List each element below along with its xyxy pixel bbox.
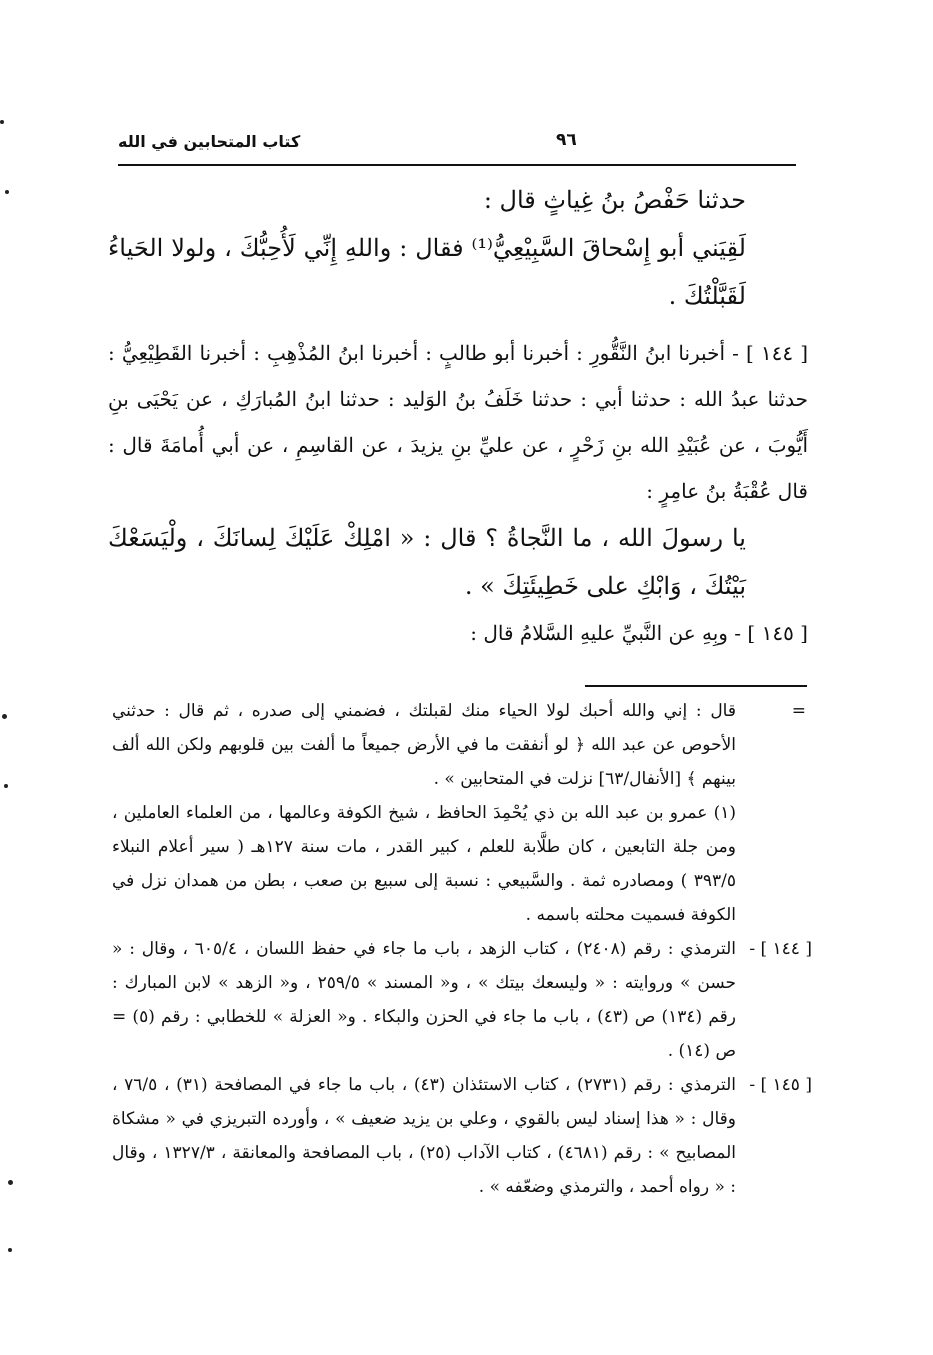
scan-speck xyxy=(8,1248,12,1252)
reference-145-text: الترمذي : رقم (٢٧٣١) ، كتاب الاستئذان (٤٣) ، باب ما جاء في المصافحة (٣١) ، ٧٦/٥ ، وقال : « هذا إسناد ليس بالقوي ، وعلي بن يزيد ضعيف » ، وأورده التبريزي في « مشكاة المصابيح » : رقم (٤٦٨١) ، كتاب الآداب (٢٥) ، باب المصافحة والمعانقة ، ١٣٢٧/٣ ، وقال : « رواه أحمد ، والترمذي وضعّفه » . xyxy=(112,1075,737,1197)
footnotes xyxy=(112,694,812,1204)
hadith-144-text: يا رسولَ الله ، ما النَّجاةُ ؟ قال : « امْلِكْ عَلَيْكَ لِسانَكَ ، ولْيَسَعْكَ بَيْتُكَ ، وَابْكِ على خَطِيئَتِكَ » . xyxy=(108,524,746,600)
scan-speck xyxy=(8,1180,13,1185)
scan-speck xyxy=(5,190,9,194)
main-text xyxy=(108,176,808,656)
continuation-text: قال : إني والله أحبك لولا الحياء منك لقبلتك ، فضمني إلى صدره ، ثم قال : حدثني الأحوص عن عبد الله ﴿ لو أنفقت ما في الأرض جميعاً ما ألفت بين قلوبهم ولكن الله ألف بينهم ﴾ [الأنفال/٦٣] نزلت في المتحابين » . xyxy=(112,701,736,789)
scan-speck xyxy=(2,714,7,719)
footnote-continuation xyxy=(112,694,812,796)
narration-paragraph: لَقِيَني أبو إِسْحاقَ السَّبِيْعِيُّ⁽¹⁾ فقال : واللهِ إِنِّي لَأُحِبُّكَ ، ولولا الحَياءُ لَقَبَّلْتُكَ . xyxy=(108,234,746,310)
reference-145-tag: [ ١٤٥ ] - xyxy=(749,1075,812,1095)
hadith-145-isnad: [ ١٤٥ ] - وبِهِ عن النَّبيِّ عليهِ السَّلامُ قال : xyxy=(470,621,808,645)
reference-144-tag: [ ١٤٤ ] - xyxy=(749,939,812,959)
reference-144-text: الترمذي : رقم (٢٤٠٨) ، كتاب الزهد ، باب ما جاء في حفظ اللسان ، ٦٠٥/٤ ، وقال : « حسن » وروايته : « وليسعك بيتك » ، و« المسند » ٢٥٩/٥ ، و« الزهد » لابن المبارك : رقم (١٣٤) ص (٤٣) ، باب ما جاء في الحزن والبكاء . و« العزلة » للخطابي : رقم (٥) = ص (١٤) . xyxy=(112,939,737,1061)
footnote-separator xyxy=(585,685,807,687)
hadith-144-isnad: [ ١٤٤ ] - أخبرنا ابنُ النَّقُّورِ : أخبرنا أبو طالبٍ : أخبرنا ابنُ المُذْهِبِ : أخبرنا القَطِيْعِيُّ : حدثنا عبدُ الله : حدثنا أبي : حدثنا خَلَفُ بنُ الوَليد : حدثنا ابنُ المُبارَكِ ، عن يَحْيَى بنِ أَيُّوبَ ، عن عُبَيْدِ الله بنِ زَحْرٍ ، عن عليِّ بنِ يزيدَ ، عن القاسِمِ ، عن أبي أُمامَةَ قال : قال عُقْبَةُ بنُ عامِرٍ : xyxy=(108,341,808,503)
reference-145 xyxy=(112,1068,812,1204)
footnote-1: (١) عمرو بن عبد الله بن ذي يُحْمِدَ الحافظ ، شيخ الكوفة وعالمها ، من العلماء العاملين ، ومن جلة التابعين ، كان طلَّابة للعلم ، كبير القدر ، مات سنة ١٢٧هـ ( سير أعلام النبلاء ٣٩٣/٥ ) ومصادره ثمة . والسَّبيعي : نسبة إلى سبيع بن صعب ، بطن من همدان نزل في الكوفة فسميت محلته باسمه . xyxy=(112,803,736,925)
page-number: ٩٦ xyxy=(556,130,577,150)
book-title: كتاب المتحابين في الله xyxy=(118,132,301,151)
reference-144 xyxy=(112,932,812,1068)
running-header xyxy=(118,128,796,166)
scan-speck xyxy=(4,784,8,788)
narration-line: حدثنا حَفْصُ بنُ غِياثٍ قال : xyxy=(483,186,746,214)
scan-speck xyxy=(0,120,4,124)
continuation-mark: = xyxy=(791,701,806,721)
